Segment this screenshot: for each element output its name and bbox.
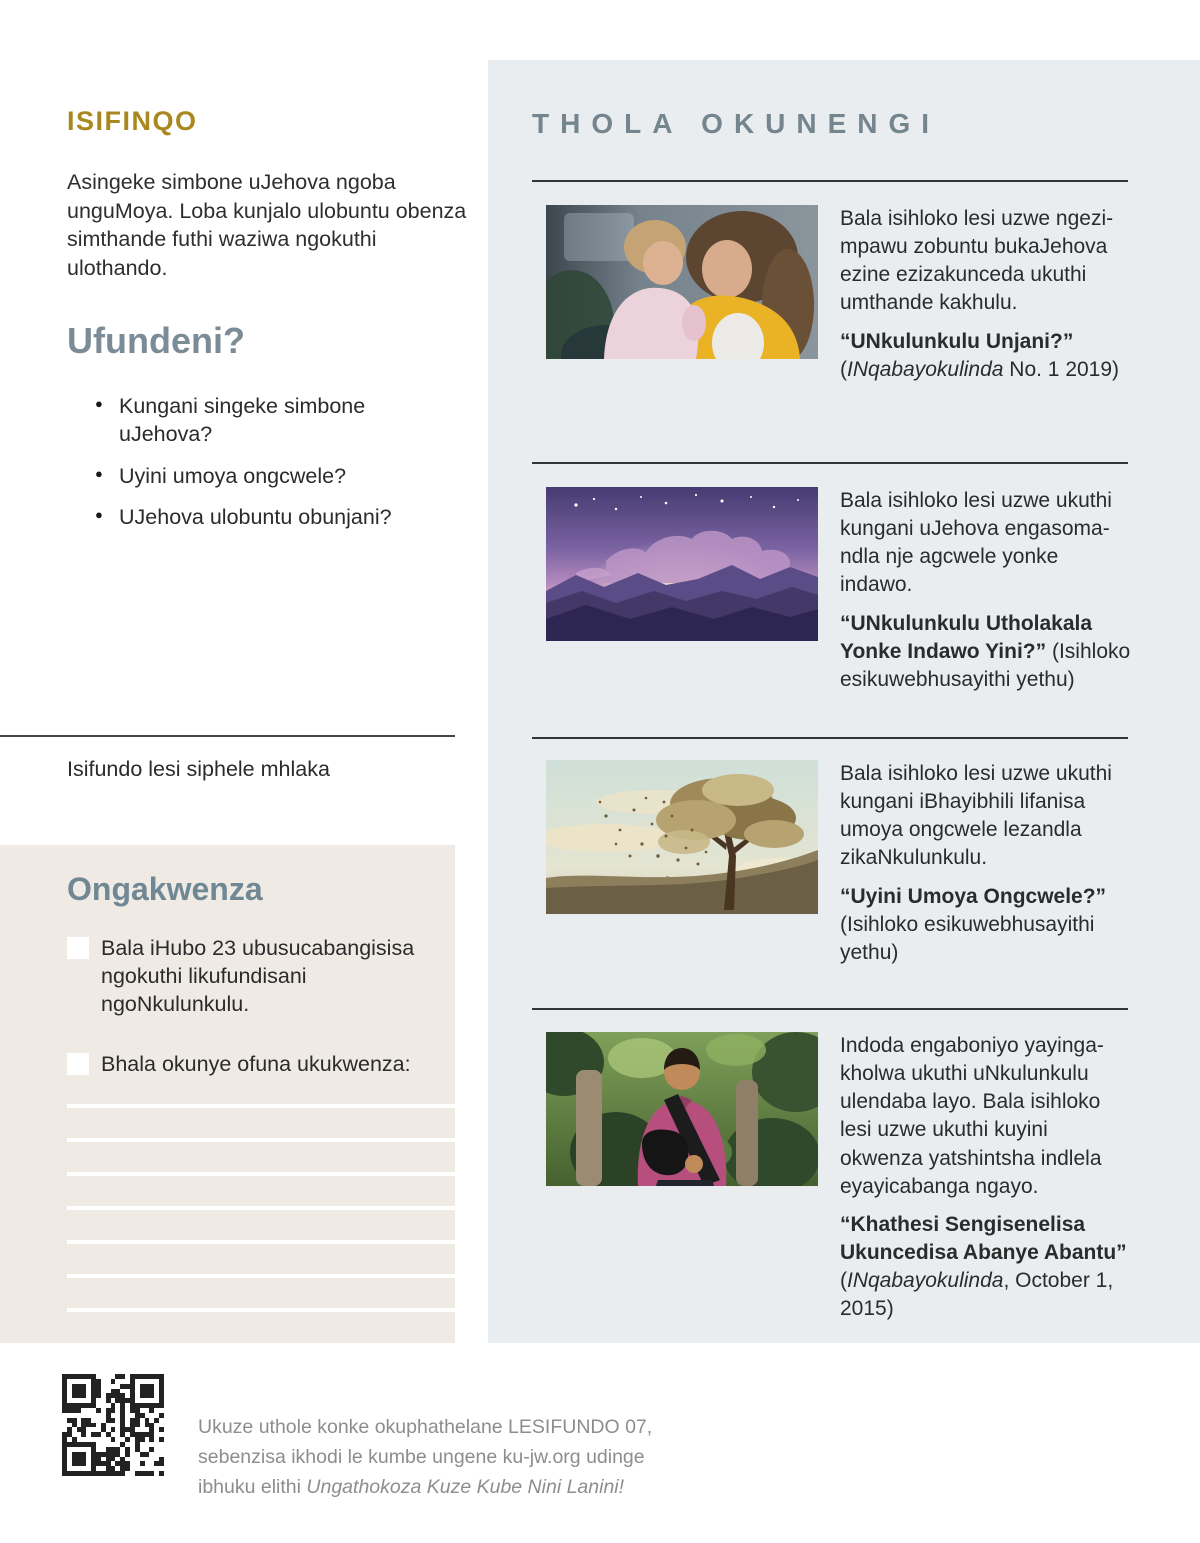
- checkbox[interactable]: [67, 1053, 89, 1075]
- section-text: [840, 760, 1132, 967]
- writing-line[interactable]: [67, 1240, 455, 1244]
- blind-man-photo: [546, 1032, 818, 1186]
- action-item: [67, 1051, 446, 1079]
- panel-title: THOLA OKUNENGI: [532, 108, 941, 139]
- section-text: [840, 487, 1132, 694]
- reference-source-italic: INqabayokulinda: [847, 1269, 1004, 1292]
- section-reference: [840, 883, 1132, 967]
- reference-source-rest: No. 1 2019): [1003, 357, 1120, 381]
- section-reference: [840, 1211, 1132, 1324]
- question-item: ● Uyini umoya ongcwele?: [95, 462, 395, 490]
- reference-source: (: [840, 1269, 847, 1292]
- writing-line[interactable]: [67, 1104, 455, 1108]
- section-text: [840, 1032, 1132, 1323]
- separator: [532, 180, 1128, 182]
- mother-and-child-photo: [546, 205, 818, 359]
- writing-line[interactable]: [67, 1308, 455, 1312]
- writing-line[interactable]: [67, 1172, 455, 1176]
- divider: [0, 735, 455, 737]
- section-body: Bala isihloko lesi uzwe ukuthi kungani uJehova engasoma-ndla nje agcwele yonke indawo.: [840, 489, 1112, 597]
- section-row: [546, 205, 1132, 384]
- reference-source: (Isihloko esikuwebhusayithi yethu): [840, 639, 1131, 691]
- reference-source-rest: , October 1, 2015): [840, 1269, 1114, 1321]
- purple-sunrise-illustration: [546, 487, 818, 641]
- action-item-label: Bhala okunye ofuna ukukwenza:: [101, 1052, 411, 1076]
- reference-title: “UNkulunkulu Utholakala Yonke Indawo Yini?”: [840, 611, 1093, 663]
- section-text: [840, 205, 1132, 384]
- mother-and-child-photo: [546, 205, 818, 359]
- windblown-tree-illustration: [546, 760, 818, 914]
- separator: [532, 1008, 1128, 1010]
- footer-note: [198, 1412, 684, 1503]
- reference-source-italic: INqabayokulinda: [847, 357, 1004, 381]
- checkbox[interactable]: [67, 937, 89, 959]
- footer-book-title: Ungathokoza Kuze Kube Nini Lanini!: [306, 1476, 625, 1499]
- reference-title: “Khathesi Sengisenelisa Ukuncedisa Abanye Abantu”: [840, 1212, 1127, 1264]
- completion-note: Isifundo lesi siphele mhlaka: [67, 757, 330, 781]
- questions-list: [95, 392, 395, 545]
- separator: [532, 462, 1128, 464]
- reference-title: “UNkulunkulu Unjani?”: [840, 329, 1074, 353]
- purple-sunrise-illustration: [546, 487, 818, 641]
- summary-title: ISIFINQO: [67, 106, 198, 136]
- section-row: [546, 1032, 1132, 1323]
- action-item-label: Bala iHubo 23 ubusucabangisisa ngokuthi likufundisani ngoNkulunkulu.: [101, 936, 415, 1016]
- action-box: [0, 845, 455, 1343]
- section-row: [546, 487, 1132, 694]
- section-body: Indoda engaboniyo yayinga-kholwa ukuthi uNkulunkulu ulendaba layo. Bala isihloko lesi uzwe ukuthi kuyini okwenza yatshintsha indlela eyayicabanga ngayo.: [840, 1034, 1104, 1198]
- section-body: Bala isihloko lesi uzwe ngezi-mpawu zobuntu bukaJehova ezine ezizakunceda ukuthi umthande kakhulu.: [840, 207, 1114, 315]
- footer-note-text: Ukuze uthole konke okuphathelane LESIFUNDO 07, sebenzisa ikhodi le kumbe ungene ku-jw.org udinge ibhuku elithi: [198, 1416, 653, 1499]
- summary-body: Asingeke simbone uJehova ngoba unguMoya. Loba kunjalo ulobuntu obenza simthande futhi waziwa ngokuthi ulothando.: [67, 170, 467, 280]
- writing-line[interactable]: [67, 1274, 455, 1278]
- section-reference: [840, 328, 1132, 384]
- qr-code-icon: [62, 1374, 164, 1476]
- separator: [532, 737, 1128, 739]
- reference-source: (: [840, 357, 847, 381]
- question-item: ● UJehova ulobuntu obunjani?: [95, 503, 395, 531]
- question-item: ● Kungani singeke simbone uJehova?: [95, 392, 395, 449]
- writing-line[interactable]: [67, 1206, 455, 1210]
- section-reference: [840, 610, 1132, 694]
- learn-more-panel: [488, 60, 1200, 1343]
- section-body: Bala isihloko lesi uzwe ukuthi kungani iBhayibhili lifanisa umoya ongcwele lezandla zikaNkulunkulu.: [840, 762, 1112, 870]
- reference-title: “Uyini Umoya Ongcwele?”: [840, 884, 1107, 908]
- reference-source: (Isihloko esikuwebhusayithi yethu): [840, 912, 1095, 964]
- section-row: [546, 760, 1132, 967]
- blind-man-photo: [546, 1032, 818, 1186]
- action-item: [67, 935, 446, 1019]
- windblown-tree-illustration: [546, 760, 818, 914]
- questions-title: Ufundeni?: [67, 320, 245, 361]
- writing-line[interactable]: [67, 1138, 455, 1142]
- action-box-title: Ongakwenza: [67, 871, 263, 907]
